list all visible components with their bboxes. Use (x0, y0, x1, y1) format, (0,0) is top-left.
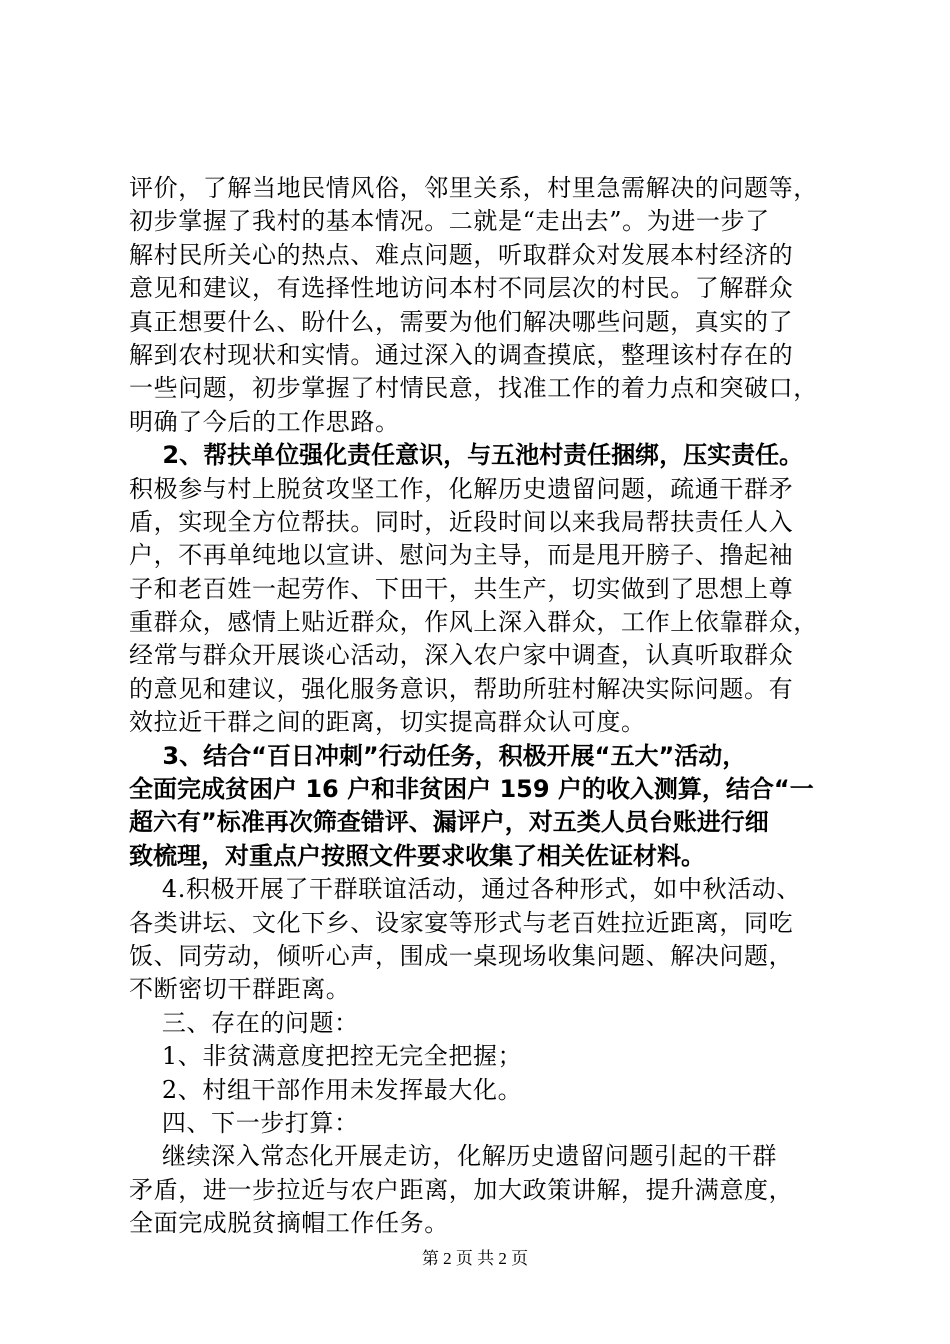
text-line: 致梳理，对重点户按照文件要求收集了相关佐证材料。 (129, 841, 705, 870)
text-line: 真正想要什么、盼什么，需要为他们解决哪些问题，真实的了 (129, 307, 794, 336)
text-line: 效拉近干群之间的距离，切实提高群众认可度。 (129, 708, 646, 737)
page-footer: 第 2 页 共 2 页 (421, 1249, 529, 1268)
text-line: 一些问题，初步掌握了村情民意，找准工作的着力点和突破口， (129, 374, 818, 403)
text-line: 户，不再单纯地以宣讲、慰问为主导，而是甩开膀子、撸起袖 (129, 541, 794, 570)
text-line: 明确了今后的工作思路。 (129, 407, 400, 436)
text-line: 矛盾，进一步拉近与农户距离，加大政策讲解，提升满意度， (129, 1175, 794, 1204)
text-line: 子和老百姓一起劳作、下田干，共生产，切实做到了思想上尊 (129, 574, 794, 603)
text-line: 3、结合“百日冲刺”行动任务，积极开展“五大”活动， (129, 741, 747, 770)
text-line: 全面完成贫困户 16 户和非贫困户 159 户的收入测算，结合“一 (129, 775, 814, 804)
text-line: 重群众，感情上贴近群众，作风上深入群众，工作上依靠群众， (129, 608, 818, 637)
text-line: 盾，实现全方位帮扶。同时，近段时间以来我局帮扶责任人入 (129, 507, 794, 536)
text-line: 饭、同劳动，倾听心声，围成一桌现场收集问题、解决问题， (129, 941, 794, 970)
text-line: 1、非贫满意度把控无完全把握； (129, 1042, 523, 1071)
text-line: 经常与群众开展谈心活动，深入农户家中调查，认真听取群众 (129, 641, 794, 670)
text-line: 解到农村现状和实情。通过深入的调查摸底，整理该村存在的 (129, 340, 794, 369)
text-line: 的意见和建议，强化服务意识，帮助所驻村解决实际问题。有 (129, 674, 794, 703)
text-line: 解村民所关心的热点、难点问题，听取群众对发展本村经济的 (129, 240, 794, 269)
text-line: 积极参与村上脱贫攻坚工作，化解历史遗留问题，疏通干群矛 (129, 474, 794, 503)
text-line: 各类讲坛、文化下乡、设家宴等形式与老百姓拉近距离，同吃 (129, 908, 794, 937)
text-line: 2、村组干部作用未发挥最大化。 (129, 1075, 523, 1104)
text-line: 不断密切干群距离。 (129, 975, 351, 1004)
text-line: 继续深入常态化开展走访，化解历史遗留问题引起的干群 (129, 1142, 777, 1171)
text-line: 初步掌握了我村的基本情况。二就是“走出去”。为进一步了 (129, 207, 770, 236)
document-body (129, 172, 833, 1241)
text-line: 意见和建议，有选择性地访问本村不同层次的村民。了解群众 (129, 274, 794, 303)
text-line: 三、存在的问题： (129, 1008, 359, 1037)
text-line: 2、帮扶单位强化责任意识，与五池村责任捆绑，压实责任。 (129, 441, 804, 470)
text-line: 4.积极开展了干群联谊活动，通过各种形式，如中秋活动、 (129, 875, 802, 904)
text-line: 评价，了解当地民情风俗，邻里关系，村里急需解决的问题等， (129, 174, 818, 202)
text-line: 全面完成脱贫摘帽工作任务。 (129, 1209, 449, 1238)
text-line: 超六有”标准再次筛查错评、漏评户，对五类人员台账进行细 (129, 808, 769, 837)
text-line: 四、下一步打算： (129, 1108, 359, 1137)
